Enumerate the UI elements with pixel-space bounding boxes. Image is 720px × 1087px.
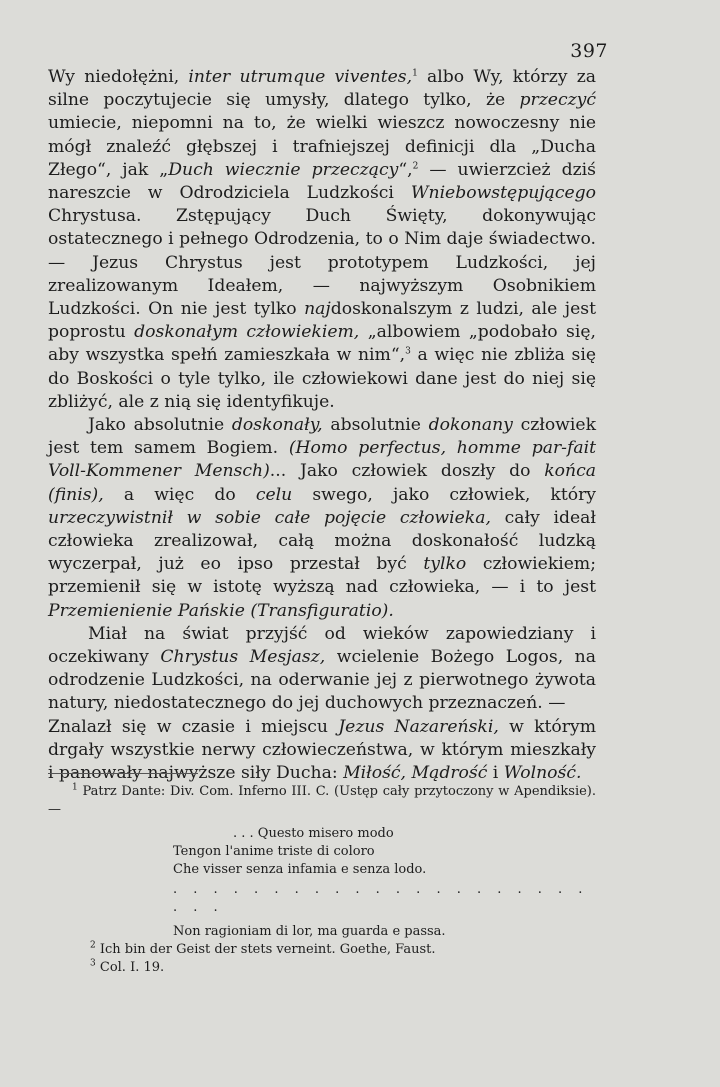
footnote-3-mark: 3 bbox=[90, 958, 96, 969]
page-number: 397 bbox=[570, 40, 608, 62]
italic-text: doskonały, bbox=[231, 415, 323, 436]
text-run: i bbox=[487, 763, 504, 784]
italic-text: dokonany bbox=[428, 415, 513, 436]
footnote-2 bbox=[90, 941, 596, 959]
footnote-verse bbox=[173, 825, 596, 879]
footnote-2-text: Ich bin der Geist der stets verneint. Goethe, Faust. bbox=[99, 942, 436, 957]
text-run: doskonalszym z ludzi, ale jest poprostu bbox=[48, 299, 596, 343]
italic-text: naj bbox=[304, 299, 331, 320]
italic-text: tylko bbox=[423, 554, 467, 575]
text-run: albo Wy, którzy za silne poczytujecie się umysły, dlatego tylko, że bbox=[48, 67, 596, 111]
footnote-1-mark: 1 bbox=[72, 782, 78, 793]
italic-text: Wolność. bbox=[503, 763, 582, 784]
italic-text: Jezus Nazareński, bbox=[338, 716, 499, 737]
text-run: wcielenie Bożego Logos, na odrodzenie Ludzkości, na oderwanie jej z pierwotnego żywota natury, niedostatecznego do jej duchowych przeznaczeń. — bbox=[48, 647, 596, 714]
text-run: Wy niedołężni, bbox=[48, 67, 189, 87]
footnote-ref: 2 bbox=[412, 161, 419, 172]
italic-text: Miłość, Mądrość bbox=[343, 763, 488, 784]
footnote-ref: 3 bbox=[405, 346, 411, 357]
text-run: ... Jako człowiek doszły do bbox=[269, 461, 545, 482]
footnote-ref: 1 bbox=[412, 68, 418, 79]
italic-text: celu bbox=[255, 484, 293, 505]
text-run: człowiek jest tem samem Bogiem. bbox=[48, 415, 596, 459]
footnote-3 bbox=[90, 959, 596, 977]
italic-text: Przemienienie Pańskie (Transfiguratio). bbox=[48, 600, 394, 621]
paragraph bbox=[48, 716, 596, 786]
text-run: Znalazł się w czasie i miejscu bbox=[48, 716, 339, 737]
text-run: cały ideał człowieka zrealizował, całą można doskonałość ludzką wyczerpał, już eo ipso przestał być bbox=[48, 507, 596, 575]
text-run: swego, jako człowiek, który bbox=[292, 484, 596, 505]
text-run: “, bbox=[398, 159, 413, 180]
italic-text: Duch wiecznie przeczący bbox=[168, 159, 399, 180]
verse-line: Che visser senza infamia e senza lodo. bbox=[173, 862, 427, 877]
ellipsis-dots: . . . . . . . . . . . . . . . . . . . . . . . . bbox=[173, 882, 589, 915]
text-run: Chrystusa. Zstępujący Duch Święty, dokonywując ostatecznego i pełnego Odrodzenia, to o Nim daje świadectwo. — Jezus Chrystus jest prototypem Ludzkości, jej zrealizowanym Ideałem, — najwyższym Osobnikiem Ludzkości. On nie jest tylko bbox=[48, 206, 596, 320]
paragraph bbox=[48, 623, 596, 716]
italic-text: urzeczywistnił w sobie całe pojęcie człowieka, bbox=[48, 507, 491, 528]
italic-text: (Homo perfectus, homme par-fait Voll-Kommener Mensch) bbox=[48, 438, 596, 482]
text-run: Jako absolutnie bbox=[88, 415, 232, 436]
text-run: a więc nie zbliża się do Boskości o tyle tylko, ile człowiekowi dane jest do niej się zbliżyć, ale z nią się identyfikuje. bbox=[48, 345, 596, 412]
footnote-3-text: Col. I. 19. bbox=[99, 960, 165, 975]
verse-line: . . . Questo misero modo bbox=[233, 826, 394, 841]
text-run: a więc do bbox=[103, 484, 256, 505]
text-run: człowiekiem; przemienił się w istotę wyższą nad człowieka, — i to jest bbox=[48, 554, 597, 598]
footnote-1 bbox=[48, 783, 596, 819]
text-run: absolutnie bbox=[322, 415, 429, 436]
text-run: — uwierzcież dziś nareszcie w Odrodziciela Ludzkości bbox=[48, 159, 596, 204]
paragraph bbox=[48, 66, 596, 414]
footnote-2-mark: 2 bbox=[90, 940, 96, 951]
verse-line-final: Non ragioniam di lor, ma guarda e passa. bbox=[173, 924, 446, 939]
paragraph bbox=[48, 414, 596, 623]
footnote-rule bbox=[48, 773, 198, 774]
text-run: w którym drgały wszystkie nerwy człowieczeństwa, w którym mieszkały i panowały najwyższe siły Ducha: bbox=[48, 716, 596, 784]
italic-text: Chrystus Mesjasz, bbox=[160, 647, 326, 668]
italic-text: doskonałym człowiekiem, bbox=[134, 322, 360, 343]
text-run: Miał na świat przyjść od wieków zapowiedziany i oczekiwany bbox=[48, 623, 596, 668]
italic-text: Wniebowstępującego bbox=[410, 183, 596, 204]
main-text bbox=[48, 66, 596, 785]
italic-text: końca (finis), bbox=[48, 461, 596, 505]
italic-text: inter utrumque viventes, bbox=[188, 67, 413, 87]
verse-line: Tengon l'anime triste di coloro bbox=[173, 844, 375, 859]
italic-text: przeczyć bbox=[519, 90, 596, 111]
footnotes bbox=[48, 783, 596, 977]
footnote-1-text: Patrz Dante: Div. Com. Inferno III. C. (Ustęp cały przytoczony w Apendiksie). — bbox=[48, 784, 596, 817]
text-run: umiecie, niepomni na to, że wielki wieszcz nowoczesny nie mógł znaleźć głębszej i trafniejszej definicji dla „Ducha Złego“, jak „ bbox=[48, 113, 596, 180]
text-run: „albowiem „podobało się, aby wszystka spełń zamieszkała w nim“, bbox=[48, 322, 596, 366]
